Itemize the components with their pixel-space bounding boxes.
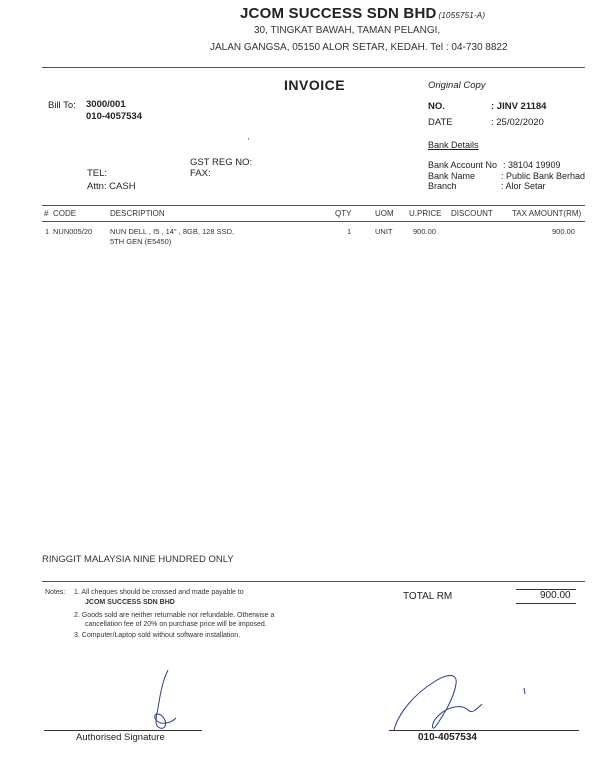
stray-mark: ' <box>248 138 250 145</box>
bill-to-label: Bill To: <box>48 100 76 111</box>
row-description-line1: NUN DELL , I5 , 14" , 8GB, 128 SSD, <box>110 227 235 236</box>
total-label: TOTAL RM <box>403 591 453 602</box>
authorised-signature-scribble <box>140 668 190 730</box>
company-name <box>240 5 485 22</box>
note-3: 3. Computer/Laptop sold without software installation. <box>74 632 241 639</box>
bill-to-phone: 010-4057534 <box>86 111 142 122</box>
bank-account-value: : 38104 19909 <box>503 160 561 170</box>
fax-label: FAX: <box>190 168 211 179</box>
row-qty: 1 <box>347 227 352 236</box>
col-header-discount: DISCOUNT <box>451 209 493 218</box>
row-uom: UNIT <box>375 227 393 236</box>
notes-label: Notes: <box>45 589 66 596</box>
col-header-uom: UOM <box>375 209 394 218</box>
tel-label: TEL: <box>87 168 108 179</box>
col-header-uprice: U.PRICE <box>409 209 442 218</box>
col-header-no: # <box>44 209 49 218</box>
note-1-line2: JCOM SUCCESS SDN BHD <box>85 599 175 606</box>
note-2-line2: cancellation fee of 20% on purchase price will be imposed. <box>85 621 267 628</box>
note-2-line1: 2. Goods sold are neither returnable nor refundable. Otherwise a <box>74 612 275 619</box>
bank-name-value: : Public Bank Berhad <box>501 171 586 181</box>
row-no: 1 <box>45 227 50 236</box>
table-header-rule <box>42 221 585 222</box>
gst-reg-label: GST REG NO: <box>190 157 253 168</box>
bank-details-heading: Bank Details <box>428 140 479 150</box>
col-header-tax-amount: TAX AMOUNT(RM) <box>512 209 582 218</box>
customer-signature-line <box>389 730 579 731</box>
table-top-rule <box>42 205 585 206</box>
bank-branch-label: Branch <box>428 181 457 191</box>
bank-branch-value: : Alor Setar <box>501 181 546 191</box>
invoice-title: INVOICE <box>284 77 346 93</box>
customer-signature-label: 010-4057534 <box>418 732 477 743</box>
company-address-line1: 30, TINGKAT BAWAH, TAMAN PELANGI, <box>254 25 441 36</box>
row-uprice: 900.00 <box>413 227 436 236</box>
invoice-date-label: DATE <box>428 117 453 128</box>
bank-name-label: Bank Name <box>428 171 476 181</box>
total-value: 900.00 <box>540 590 571 601</box>
company-address-line2: JALAN GANGSA, 05150 ALOR SETAR, KEDAH. Tel : 04-730 8822 <box>210 42 508 53</box>
company-name-text: JCOM SUCCESS SDN BHD <box>240 5 437 22</box>
col-header-description: DESCRIPTION <box>110 209 165 218</box>
authorised-signature-label: Authorised Signature <box>76 732 165 743</box>
customer-signature-scribble <box>384 664 534 740</box>
header-divider <box>42 67 585 68</box>
col-header-qty: QTY <box>335 209 352 218</box>
bill-to-account: 3000/001 <box>86 99 126 110</box>
row-code: NUN005/20 <box>53 227 93 236</box>
col-header-code: CODE <box>53 209 77 218</box>
row-description-line2: 5TH GEN (E5450) <box>110 237 172 246</box>
attn-label: Attn: CASH <box>87 181 136 192</box>
invoice-no-label: NO. <box>428 101 445 112</box>
note-1-line1: 1. All cheques should be crossed and made payable to <box>74 589 244 596</box>
bank-account-label: Bank Account No <box>428 160 498 170</box>
invoice-date-value: : 25/02/2020 <box>491 117 544 128</box>
total-rule-bottom <box>516 603 576 604</box>
amount-in-words: RINGGIT MALAYSIA NINE HUNDRED ONLY <box>42 554 234 565</box>
copy-label: Original Copy <box>428 80 486 91</box>
row-tax-amount: 900.00 <box>552 227 575 236</box>
company-reg-no: (1055751-A) <box>438 11 486 20</box>
authorised-signature-line <box>44 730 202 731</box>
footer-top-rule <box>42 581 585 582</box>
invoice-no-value: : JINV 21184 <box>491 101 547 112</box>
